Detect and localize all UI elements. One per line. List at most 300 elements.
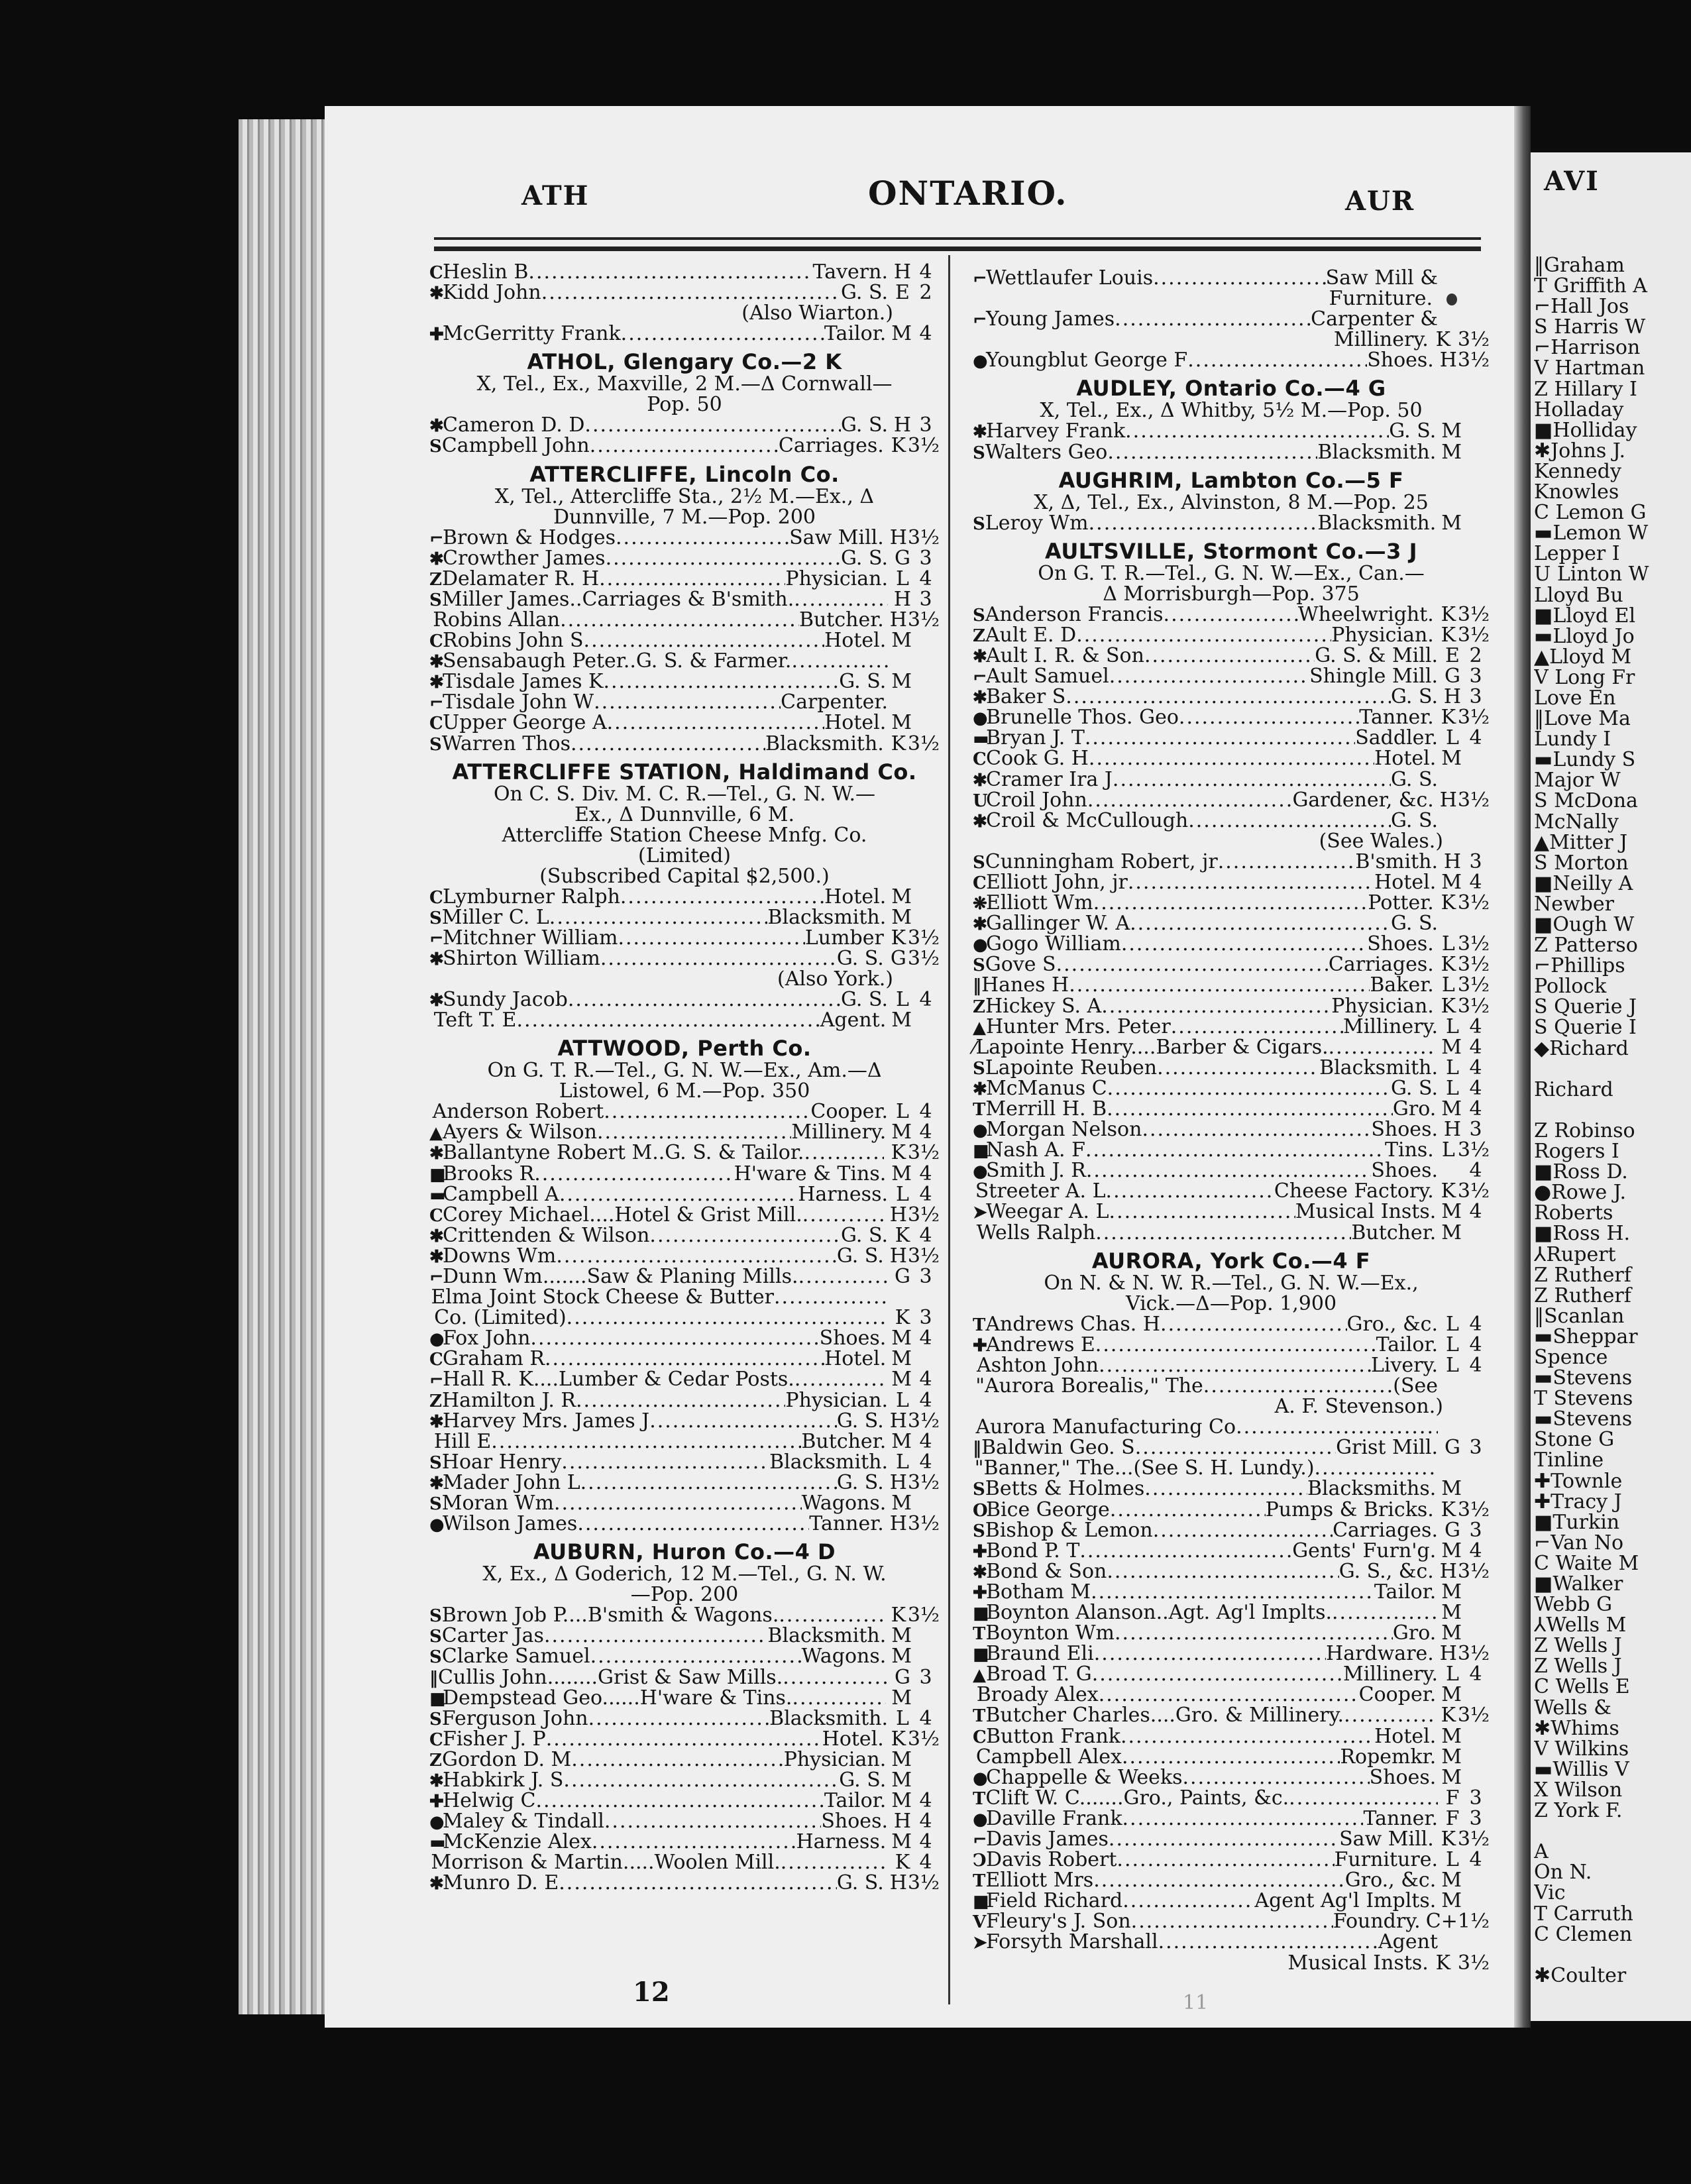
leader-dots (1107, 1099, 1393, 1119)
entry-name: Dunn Wm.......Saw & Planing Mills. (443, 1265, 798, 1288)
trade-symbol-icon: S (429, 590, 442, 610)
trade-symbol-icon: ⌐ (429, 1370, 444, 1391)
entry-business: G. S. (839, 1768, 887, 1792)
leader-dots (1125, 421, 1389, 441)
entry-name: Anderson Francis (985, 602, 1164, 626)
directory-entry (429, 1472, 940, 1493)
directory-entry (973, 1376, 1490, 1396)
trade-symbol-icon: C (429, 887, 443, 908)
entry-name: McGerritty Frank (443, 322, 621, 346)
directory-entry (973, 1201, 1490, 1222)
entry-name: Mader John L (443, 1470, 580, 1494)
directory-entry (973, 934, 1490, 954)
entry-name: Fox John (443, 1327, 531, 1350)
town-info-line: On G. T. R.—Tel., G. N. W.—Ex., Can.— (1038, 561, 1425, 585)
trade-symbol-icon: ✱ (429, 949, 444, 969)
entry-business: G. S. (836, 946, 884, 970)
trade-symbol-icon: C (429, 1205, 443, 1226)
directory-entry (973, 1890, 1490, 1911)
entry-business: Potter. (1368, 891, 1434, 915)
adjacent-entry-fragment: ⌐Van No (1534, 1531, 1624, 1555)
rating-letter: M (1441, 511, 1462, 535)
rating-letter: L (1446, 1076, 1459, 1100)
entry-name: Ayers & Wilson (443, 1120, 597, 1144)
rating-letter: G (895, 546, 910, 570)
entry-business: H'ware & Tins. (734, 1162, 887, 1185)
entry-business: Cheese Factory. (1274, 1179, 1434, 1203)
entry-name: Campbell Alex (975, 1745, 1122, 1769)
entry-business: G. S. (841, 1223, 888, 1247)
directory-entry (429, 1605, 940, 1625)
entry-business: G. S., &c. (1338, 1559, 1434, 1583)
adjacent-entry-fragment: U Linton W (1534, 563, 1649, 586)
rating-grade: 4 (919, 322, 932, 346)
rating-letter: H (889, 525, 907, 549)
rating-grade: 3 (919, 587, 932, 611)
adjacent-entry-fragment: X Wilson (1534, 1778, 1623, 1802)
entry-name: Teft T. E (433, 1009, 517, 1032)
town-info-line: Δ Morrisburgh—Pop. 375 (1103, 582, 1360, 606)
rating-grade: 4 (919, 1830, 932, 1854)
entry-business: Tailor. (1374, 1580, 1437, 1604)
leader-dots (1188, 810, 1391, 831)
entry-name: Daville Frank (986, 1806, 1122, 1830)
rating-letter: M (1441, 1097, 1462, 1120)
trade-symbol-icon: ■ (973, 1645, 989, 1665)
directory-entry (429, 1831, 940, 1852)
entry-business: Hotel. (822, 1727, 884, 1751)
rating-grade: 4 (919, 1162, 932, 1185)
adjacent-entry-fragment: V Hartman (1534, 356, 1645, 380)
adjacent-entry-fragment: ■Lloyd El (1534, 604, 1636, 628)
directory-entry (973, 645, 1490, 666)
rating-grade: 4 (919, 1368, 932, 1392)
entry-business: Carriages. (778, 434, 884, 458)
entry-name: Upper George A (443, 711, 607, 735)
adjacent-entry-fragment: Love En (1534, 686, 1616, 710)
entry-name: Croil & McCullough (986, 808, 1189, 832)
continuation-text: (See Wales.) (1319, 829, 1443, 853)
trade-symbol-icon: ● (973, 1768, 988, 1788)
entry-name: Merrill H. B (985, 1097, 1107, 1120)
town-heading: ATHOL, Glengary Co.—2 K (527, 349, 842, 375)
leader-dots (1153, 268, 1326, 288)
directory-entry (429, 589, 940, 610)
rating-grade: 3½ (907, 1470, 940, 1494)
rating-letter: M (891, 1789, 912, 1813)
trade-symbol-icon: C (973, 1727, 987, 1747)
rating-grade: 3½ (907, 946, 940, 970)
entry-name: Hamilton J. R (441, 1388, 576, 1412)
rating-letter: M (1441, 1621, 1462, 1645)
trade-symbol-icon: ⌐ (429, 1268, 444, 1287)
adjacent-entry-fragment: ■Ross H. (1534, 1222, 1631, 1246)
entry-business: Hotel. (1374, 747, 1437, 771)
adjacent-entry-fragment: ◆Richard (1534, 1036, 1629, 1060)
town-info-line: X, Tel., Ex., Δ Whitby, 5½ M.—Pop. 50 (1040, 399, 1423, 423)
directory-entry (973, 442, 1490, 463)
trade-symbol-icon: S (973, 956, 985, 976)
leader-dots (549, 907, 768, 928)
adjacent-entry-fragment: Kennedy (1534, 459, 1621, 483)
rating-letter: M (891, 670, 912, 694)
book-page-edges (239, 119, 338, 2014)
rating-grade: 4 (1469, 1056, 1482, 1079)
rating-letter: H (1439, 1559, 1457, 1583)
directory-entry (429, 1667, 940, 1688)
entry-business: Grist Mill. (1336, 1436, 1438, 1460)
trade-symbol-icon: S (973, 514, 985, 534)
rating-letter: L (896, 988, 909, 1012)
rating-grade: 4 (1469, 1159, 1482, 1183)
rating-grade: 4 (919, 1100, 932, 1124)
town-info-line: Pop. 50 (647, 393, 722, 417)
directory-entry (429, 1811, 940, 1831)
trade-symbol-icon: ▬ (429, 1833, 446, 1853)
adjacent-entry-fragment: S McDona (1534, 789, 1638, 813)
entry-business: Shoes. (1371, 1159, 1438, 1183)
entry-name: Brooks R (443, 1162, 535, 1185)
rating-letter: M (1441, 440, 1462, 464)
entry-name: Campbell A (443, 1182, 559, 1206)
leader-dots (1315, 1458, 1438, 1478)
trade-symbol-icon: ● (973, 351, 988, 372)
leader-dots (528, 262, 812, 282)
rating-grade: 4 (1469, 726, 1482, 750)
rating-grade: 4 (1469, 1035, 1482, 1059)
directory-entry (973, 1140, 1490, 1160)
rating-letter: H (889, 1512, 907, 1536)
directory-entry (429, 1873, 940, 1893)
rating-grade: 4 (1469, 1539, 1482, 1562)
entry-name: Warren Thos (441, 732, 571, 755)
rating-grade: 4 (1469, 1312, 1482, 1336)
town-info-line: On N. & N. W. R.—Tel., G. N. W.—Ex., (1044, 1271, 1419, 1295)
rating-letter: M (891, 1120, 912, 1144)
rating-letter: H (893, 587, 912, 611)
rating-grade: 4 (919, 1327, 932, 1350)
rating-letter: E (895, 281, 910, 305)
rating-grade: 3½ (907, 1203, 940, 1227)
entry-business: G. S. (1391, 767, 1438, 791)
entry-name: Brunelle Thos. Geo (986, 706, 1179, 730)
running-head-left: ATH (521, 180, 590, 211)
directory-entry (429, 1411, 940, 1431)
entry-business: B'smith. (1355, 849, 1438, 873)
trade-symbol-icon: ‖ (973, 976, 981, 997)
rating-grade: 3½ (907, 525, 940, 549)
rating-letter: H (1443, 849, 1462, 873)
continuation-text: Furniture. (1329, 287, 1433, 311)
adjacent-entry-fragment: Z Wells J (1534, 1655, 1622, 1678)
rating-grade: 3½ (907, 1727, 940, 1751)
rating-grade: 4 (919, 1429, 932, 1453)
rating-letter: K (891, 1141, 906, 1165)
adjacent-entry-fragment: ■Holliday (1534, 418, 1637, 442)
leader-dots (1158, 1932, 1378, 1952)
trade-symbol-icon: C (973, 873, 987, 893)
leader-dots (606, 548, 841, 569)
directory-entry (973, 350, 1490, 370)
entry-name: Gove S (985, 953, 1056, 977)
rating-letter: H (893, 1810, 912, 1833)
trade-symbol-icon: ⌐ (973, 667, 987, 688)
leader-dots (580, 1472, 837, 1493)
trade-symbol-icon: ✱ (429, 1144, 444, 1164)
trade-symbol-icon: ✱ (429, 652, 444, 673)
directory-entry (429, 671, 940, 692)
rating-letter: G (895, 1665, 910, 1689)
leader-dots (1115, 1623, 1393, 1643)
leader-dots (1332, 1602, 1436, 1623)
entry-business: Blacksmith. (765, 732, 884, 755)
leader-dots (794, 589, 888, 610)
rating-grade: 3½ (1457, 1138, 1490, 1162)
town-info (429, 1564, 940, 1605)
leader-dots (1085, 1140, 1385, 1160)
entry-business: Tanner. (809, 1512, 884, 1536)
town-info (973, 1273, 1490, 1314)
rating-grade: 3½ (1457, 328, 1490, 352)
entry-continuation (429, 969, 940, 989)
trade-symbol-icon: S (973, 852, 985, 873)
adjacent-entry-fragment: Z Rutherf (1534, 1283, 1631, 1307)
directory-entry (973, 1335, 1490, 1355)
page-number: 12 (633, 1977, 670, 2008)
entry-name: Ballantyne Robert M..G. S. & Tailor. (443, 1141, 804, 1165)
continuation-text: (Also York.) (777, 967, 893, 991)
adjacent-entry-fragment: Webb G (1534, 1593, 1613, 1617)
entry-name: Field Richard (986, 1889, 1123, 1913)
adjacent-entry-fragment: ▬Stevens (1534, 1407, 1633, 1431)
rating-letter: L (1441, 1138, 1455, 1162)
rating-grade: 3½ (1457, 1179, 1490, 1203)
directory-entry (429, 527, 940, 548)
rating-letter: L (1446, 1353, 1459, 1377)
trade-symbol-icon: Z (973, 997, 985, 1017)
rating-letter: M (1441, 1745, 1462, 1769)
adjacent-entry-fragment: Stone G (1534, 1428, 1615, 1452)
leader-dots (1121, 934, 1367, 954)
trade-symbol-icon: ✚ (973, 1335, 987, 1356)
town-info (429, 374, 940, 415)
entry-business: Foundry. (1333, 1910, 1421, 1934)
rating-letter: M (891, 1645, 912, 1668)
adjacent-entry-fragment: ⌐Hall Jos (1534, 295, 1629, 319)
rating-grade: 4 (919, 567, 932, 590)
rating-grade: 3½ (1457, 602, 1490, 626)
leader-dots (491, 1431, 801, 1452)
entry-business: Physician. (1331, 994, 1434, 1018)
leader-dots (535, 1790, 824, 1811)
adjacent-entry-fragment: S Harris W (1534, 315, 1646, 339)
trade-symbol-icon: ✱ (973, 914, 987, 935)
entry-name: Streeter A. L (975, 1179, 1106, 1203)
rating-letter: M (1441, 1221, 1462, 1244)
entry-business: G. S. (1391, 808, 1438, 832)
rating-grade: 3 (1469, 1806, 1482, 1830)
trade-symbol-icon: S (429, 1647, 442, 1668)
directory-entry (429, 610, 940, 630)
entry-business: G. S. (1391, 1076, 1438, 1100)
trade-symbol-icon: C (429, 714, 443, 734)
rating-letter: M (1441, 1600, 1462, 1624)
entry-name: Miller C. L (441, 905, 549, 929)
entry-business: Cooper. (1358, 1683, 1437, 1707)
directory-entry (429, 928, 940, 948)
leader-dots (1164, 604, 1298, 625)
entry-business: Tins. (1384, 1138, 1434, 1162)
rating-grade: 3 (1469, 1118, 1482, 1142)
rating-grade: 4 (919, 1810, 932, 1833)
trade-symbol-icon: ⌐ (429, 928, 444, 949)
town-heading: ATTWOOD, Perth Co. (557, 1036, 812, 1062)
trade-symbol-icon: ✱ (429, 549, 444, 569)
directory-entry (973, 1705, 1490, 1725)
adjacent-entry-fragment: Z Rutherf (1534, 1263, 1631, 1287)
town-info-line: —Pop. 200 (630, 1583, 739, 1607)
entry-name: Crittenden & Wilson (443, 1223, 650, 1247)
rating-letter: K (1441, 706, 1456, 730)
entry-business: Gro., &c. (1344, 1869, 1437, 1892)
leader-dots (554, 1493, 802, 1513)
directory-entry (973, 1355, 1490, 1376)
rating-grade: 3 (1469, 849, 1482, 873)
rating-letter: K (1435, 1951, 1451, 1975)
rating-grade: 3 (919, 413, 932, 437)
leader-dots (545, 1348, 824, 1369)
leader-dots (1065, 686, 1391, 707)
rating-grade: 4 (1469, 1076, 1482, 1100)
rating-letter: M (891, 1429, 912, 1453)
directory-entry (429, 1246, 940, 1266)
directory-entry (973, 1788, 1490, 1808)
rating-letter: L (1446, 1663, 1459, 1686)
rating-letter: M (891, 905, 912, 929)
directory-entry (973, 1767, 1490, 1788)
entry-business: Musical Insts. (1295, 1200, 1437, 1224)
rating-letter: L (1446, 1056, 1459, 1079)
directory-entry (429, 887, 940, 907)
entry-name: Forsyth Marshall (986, 1930, 1158, 1954)
rating-grade: 3½ (1457, 706, 1490, 730)
leader-dots (1236, 1417, 1438, 1437)
entry-name: McKenzie Alex (443, 1830, 592, 1854)
rating-letter: L (1441, 932, 1455, 956)
entry-name: Wettlaufer Louis (986, 266, 1154, 290)
leader-dots (1093, 1870, 1345, 1890)
entry-business: Agent. (820, 1009, 887, 1032)
entry-business: G. S. (1389, 419, 1437, 443)
entry-name: Kidd John (443, 281, 541, 305)
rating-letter: M (1441, 1724, 1462, 1748)
directory-entry (429, 948, 940, 969)
entry-business: Hotel. (824, 885, 887, 908)
leader-dots (1094, 1643, 1326, 1664)
entry-name: Downs Wm (443, 1244, 557, 1268)
entry-name: Bishop & Lemon (985, 1518, 1153, 1542)
entry-business: Agent (1378, 1930, 1438, 1954)
entry-name: Aurora Manufacturing Co (975, 1415, 1236, 1439)
entry-business: Harness. (796, 1830, 887, 1854)
leader-dots (592, 1831, 796, 1852)
rating-letter: G (895, 1265, 910, 1288)
entry-name: McManus C (986, 1076, 1107, 1100)
rating-letter: H (1439, 788, 1457, 812)
adjacent-entry-fragment (1534, 1059, 1691, 1079)
rating-letter: M (891, 1686, 912, 1710)
entry-continuation (973, 329, 1490, 350)
leader-dots (604, 1811, 821, 1831)
entry-name: Boynton Alanson..Agt. Ag'l Implts. (986, 1600, 1332, 1624)
adjacent-entry-fragment: Pollock (1534, 975, 1607, 999)
entry-business: Blacksmith. (769, 1450, 888, 1474)
adjacent-entry-fragment: S Querie I (1534, 1016, 1637, 1040)
directory-entry (973, 769, 1490, 790)
town-heading: ATTERCLIFFE STATION, Haldimand Co. (452, 759, 917, 785)
adjacent-entry-fragment: ■Turkin (1534, 1510, 1620, 1534)
trade-symbol-icon: T (973, 1788, 986, 1809)
trade-symbol-icon: ✱ (429, 1246, 444, 1267)
directory-entry (973, 1016, 1490, 1037)
directory-entry (973, 851, 1490, 872)
entry-name: Habkirk J. S (443, 1768, 564, 1792)
adjacent-entry-fragment: Lundy I (1534, 728, 1611, 751)
trade-symbol-icon: ➤ (973, 1933, 987, 1953)
entry-name: Cook G. H (986, 747, 1089, 771)
directory-entry (973, 1314, 1490, 1335)
rating-grade: 4 (919, 1789, 932, 1813)
trade-symbol-icon: C (429, 1729, 443, 1750)
directory-entry (973, 686, 1490, 707)
rating-grade: 4 (1469, 1014, 1482, 1038)
rating-letter: K (891, 1727, 906, 1751)
leader-dots (561, 1452, 769, 1472)
entry-name: Croil John (986, 788, 1087, 812)
leader-dots (649, 1225, 841, 1246)
rating-letter: G (1445, 1518, 1460, 1542)
directory-entry (429, 435, 940, 456)
leader-dots (1144, 645, 1315, 666)
directory-entry (973, 1808, 1490, 1829)
leader-dots (1099, 1355, 1371, 1376)
adjacent-entry-fragment: ▲Lloyd M (1534, 645, 1632, 669)
trade-symbol-icon: O (973, 1500, 988, 1521)
entry-business: Butcher. (801, 1429, 887, 1453)
rating-grade: 2 (919, 281, 932, 305)
trade-symbol-icon: ✚ (429, 1792, 444, 1812)
rating-letter: K (895, 1851, 910, 1875)
entry-name: Robins Allan (433, 608, 561, 631)
rating-letter: L (1446, 1333, 1459, 1356)
leader-dots (577, 1513, 809, 1534)
directory-entry (429, 1307, 940, 1328)
trade-symbol-icon: ⁄ (973, 1038, 976, 1058)
entry-name: Cramer Ira J (986, 767, 1113, 791)
entry-business: Hotel. (1374, 1724, 1437, 1748)
rating-grade: 3½ (1457, 1704, 1490, 1727)
trade-symbol-icon: S (429, 1627, 442, 1647)
leader-dots (804, 1142, 883, 1163)
trade-symbol-icon: ▲ (429, 1123, 443, 1144)
entry-name: Helwig C (443, 1789, 536, 1813)
trade-symbol-icon: ✱ (973, 646, 987, 667)
entry-business: G. S. (836, 1871, 884, 1895)
directory-entry (429, 1266, 940, 1287)
leader-dots (1092, 1664, 1343, 1684)
adjacent-entry-fragment: S Morton (1534, 851, 1629, 875)
town-info-line: (Limited) (638, 844, 731, 867)
